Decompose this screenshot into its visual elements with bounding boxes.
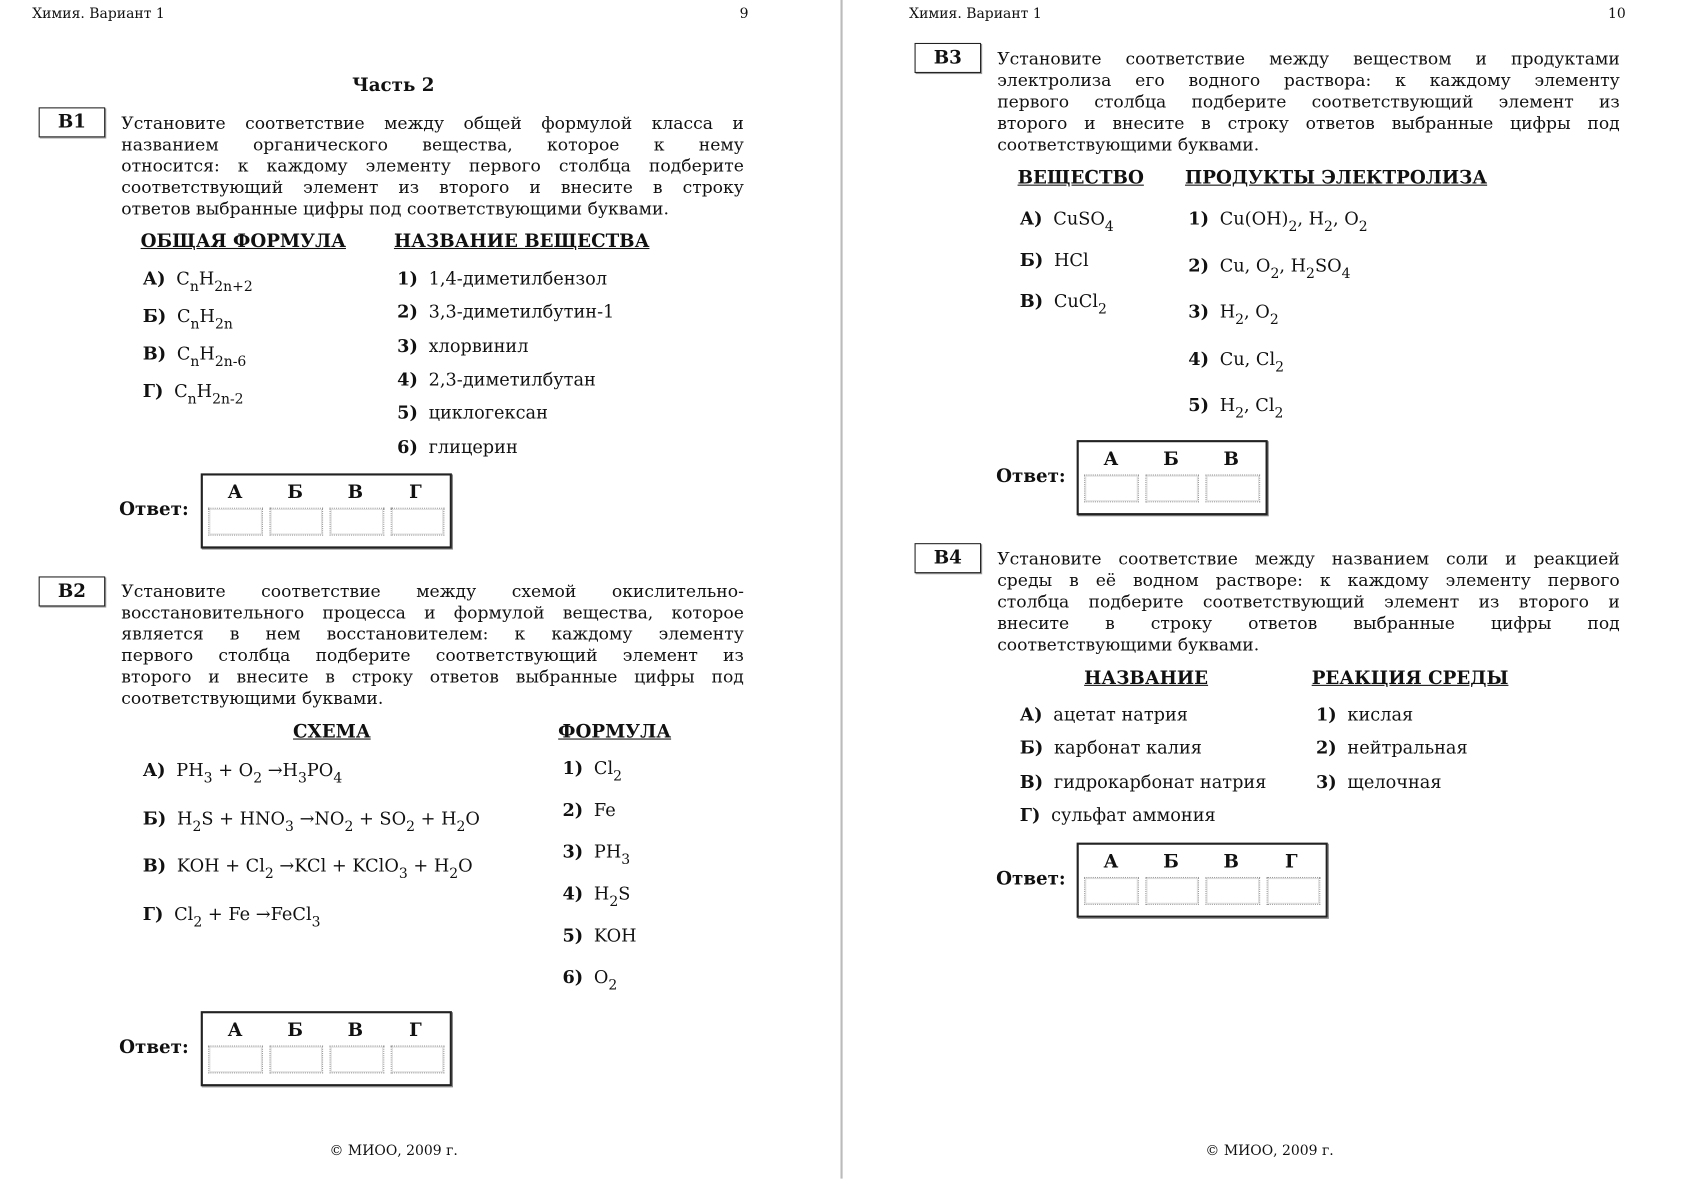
answer-letter: В — [347, 481, 364, 504]
answer-cells — [1079, 470, 1266, 502]
answer-table — [1077, 440, 1268, 515]
item-formula: Fe — [593, 799, 616, 821]
answer-cell-input[interactable] — [1084, 474, 1138, 502]
item-key: 2) — [1315, 737, 1337, 759]
right-column-item — [1316, 704, 1413, 724]
question-text — [997, 48, 1620, 155]
item-key: 5) — [1188, 395, 1209, 416]
answer-letter: А — [227, 1019, 243, 1042]
right-column-item — [1188, 348, 1285, 376]
page-divider — [840, 0, 842, 1179]
item-key: 4) — [397, 369, 418, 390]
right-column-item — [397, 369, 596, 389]
question-number-b3: B3 — [915, 43, 982, 73]
question-number-b2: B2 — [39, 576, 106, 606]
item-formula: кислая — [1347, 704, 1414, 725]
question-text-line: Установите соответствие между общей формулой класса и — [121, 112, 744, 134]
answer-cell-input[interactable] — [208, 508, 262, 536]
right-column-item — [1188, 208, 1368, 236]
part-title: Часть 2 — [352, 75, 435, 97]
page-footer: © МИОО, 2009 г. — [329, 1143, 458, 1160]
item-key: 3) — [397, 335, 418, 356]
left-column-item — [1020, 738, 1202, 758]
item-key: В) — [1019, 771, 1044, 792]
item-key: Б) — [142, 807, 167, 829]
answer-cell-input[interactable] — [269, 1045, 323, 1073]
answer-label: Ответ: — [996, 465, 1066, 488]
question-number-b1: B1 — [39, 107, 106, 137]
answer-cell-input[interactable] — [390, 1045, 444, 1073]
page-header: Химия. Вариант 1 — [32, 6, 165, 23]
answer-label: Ответ: — [996, 868, 1066, 890]
left-column-item — [1019, 290, 1107, 318]
item-key: 1) — [562, 757, 584, 779]
right-column-item — [397, 302, 614, 322]
column-1-heading: ОБЩАЯ ФОРМУЛА — [140, 230, 346, 253]
answer-cell-input[interactable] — [269, 508, 323, 536]
question-text-line: Установите соответствие между схемой окислительно- — [121, 580, 744, 602]
item-key: Б) — [1019, 737, 1044, 759]
item-formula: $C_nH_{2n}$ — [177, 305, 233, 333]
item-key: 3) — [562, 841, 584, 862]
item-formula: карбонат калия — [1053, 737, 1202, 759]
item-key: 2) — [562, 799, 584, 821]
item-formula: $H_2S$ — [593, 883, 631, 911]
item-formula: Cu, $Cl_2$ — [1219, 348, 1285, 376]
answer-letters — [1079, 845, 1326, 873]
left-column-item — [142, 759, 343, 787]
question-text-line: второго и внесите в строку ответов выбранные цифры под — [997, 112, 1620, 134]
answer-letter: Б — [1163, 448, 1179, 471]
right-column-item — [562, 841, 631, 869]
item-formula: $Cu(OH)_2$, $H_2$, $O_2$ — [1219, 208, 1368, 236]
item-key: 5) — [562, 925, 584, 946]
item-key: Г) — [1019, 804, 1041, 826]
question-text-line: первого столбца подберите соответствующий элемент из — [121, 645, 744, 666]
answer-cells — [1079, 873, 1326, 905]
item-key: Б) — [142, 305, 167, 327]
question-text — [997, 549, 1620, 656]
item-formula: $C_nH_{2n-6}$ — [176, 343, 247, 371]
question-text-line: соответствующими буквами. — [997, 134, 1260, 155]
item-formula: KOH + $Cl_2 \to KCl$ + KClO$_3$ + $H_2O$ — [176, 855, 473, 883]
left-column-item — [1020, 250, 1089, 270]
answer-letters — [203, 476, 450, 504]
left-column-item — [142, 807, 480, 835]
answer-cell-input[interactable] — [1084, 877, 1138, 905]
item-formula: 3,3-диметилбутин-1 — [428, 301, 615, 323]
item-key: 3) — [1188, 301, 1209, 323]
item-key: В) — [1019, 290, 1044, 312]
item-formula: HCl — [1053, 249, 1089, 270]
item-key: 1) — [1188, 208, 1209, 229]
answer-cell-input[interactable] — [330, 1045, 384, 1073]
page-number: 10 — [1607, 6, 1626, 23]
item-formula: 1,4-диметилбензол — [428, 268, 608, 289]
item-key: 4) — [562, 883, 584, 904]
question-text-line: второго и внесите в строку ответов выбранные цифры под — [121, 666, 744, 687]
answer-letter: В — [1223, 448, 1239, 471]
left-column-item — [142, 381, 244, 408]
item-formula: 2,3-диметилбутан — [428, 369, 596, 390]
item-formula: $Cl_2$ — [593, 757, 623, 785]
answer-letter: А — [1103, 448, 1119, 471]
answer-letter: Г — [409, 1019, 422, 1042]
left-column-item — [1019, 208, 1114, 236]
answer-label: Ответ: — [119, 499, 189, 521]
item-formula: CuSO$_4$ — [1053, 208, 1114, 236]
item-key: А) — [1019, 704, 1043, 725]
item-formula: Cu, $O_2$, $H_2SO_4$ — [1219, 254, 1351, 282]
column-1-heading: НАЗВАНИЕ — [1084, 667, 1209, 690]
answer-letter: Б — [1163, 851, 1179, 873]
right-column-item — [397, 436, 518, 456]
answer-cell-input[interactable] — [1145, 474, 1199, 502]
answer-letter: А — [227, 481, 243, 504]
item-formula: KOH — [593, 925, 637, 946]
answer-letter: А — [1103, 851, 1119, 873]
column-1-heading: СХЕМА — [293, 721, 371, 743]
item-formula: $PH_3$ — [593, 841, 631, 869]
right-column-item — [562, 757, 623, 785]
answer-letter: Г — [1284, 851, 1298, 873]
question-text-line: Установите соответствие между веществом и продуктами — [997, 48, 1620, 69]
item-formula: гидрокарбонат натрия — [1053, 771, 1267, 792]
item-formula: $C_nH_{2n+2}$ — [176, 268, 253, 296]
question-text-line: соответствующими буквами. — [997, 634, 1260, 655]
right-column-item — [1188, 254, 1351, 282]
column-2-heading: РЕАКЦИЯ СРЕДЫ — [1311, 667, 1509, 690]
item-key: 3) — [1315, 771, 1337, 792]
item-key: 5) — [397, 402, 418, 424]
item-formula: $H_2S + HNO_3 \to NO_2 + SO_2 + H_2O$ — [177, 807, 480, 835]
item-formula: глицерин — [428, 436, 518, 457]
item-key: Б) — [1019, 249, 1044, 270]
item-formula: циклогексан — [428, 402, 548, 424]
right-column-item — [562, 883, 631, 911]
item-key: А) — [142, 268, 166, 289]
answer-letters — [203, 1013, 450, 1041]
right-column-item — [397, 336, 528, 356]
left-column-item — [1020, 805, 1216, 825]
question-text-line: является в нем восстановителем: к каждому элементу — [121, 623, 744, 645]
item-formula: $O_2$ — [593, 967, 618, 994]
answer-cell-input[interactable] — [390, 508, 444, 536]
page-header: Химия. Вариант 1 — [909, 6, 1042, 23]
question-text-line: внесите в строку ответов выбранные цифры под — [997, 612, 1620, 634]
left-column-item — [142, 305, 233, 333]
question-number-b4: B4 — [915, 543, 982, 573]
answer-cell-input[interactable] — [1266, 877, 1320, 905]
page-footer: © МИОО, 2009 г. — [1205, 1143, 1334, 1160]
item-key: 1) — [397, 268, 418, 289]
item-key: 6) — [562, 967, 584, 988]
item-key: 2) — [1188, 254, 1209, 276]
answer-cell-input[interactable] — [208, 1045, 262, 1073]
item-formula: ацетат натрия — [1053, 704, 1188, 725]
item-key: Г) — [142, 381, 164, 402]
question-text-line: названием органического вещества, которое к нему — [121, 134, 744, 155]
answer-table — [201, 1011, 452, 1086]
column-1-heading: ВЕЩЕСТВО — [1017, 167, 1144, 189]
answer-cell-input[interactable] — [330, 508, 384, 536]
right-column-item — [562, 925, 636, 945]
item-key: А) — [142, 759, 166, 781]
left-column-item — [1020, 704, 1188, 724]
answer-letter: Б — [287, 481, 303, 504]
right-column-item — [397, 403, 548, 423]
question-text-line: соответствующий элемент из второго и внесите в строку — [121, 177, 744, 198]
right-column-item — [1316, 738, 1468, 758]
question-text-line: первого столбца подберите соответствующий элемент из — [997, 91, 1620, 112]
answer-cells — [203, 1041, 450, 1073]
item-formula: хлорвинил — [428, 335, 529, 356]
left-column-item — [142, 855, 473, 883]
right-column-item — [562, 800, 615, 820]
right-column-item — [1188, 301, 1279, 329]
right-column-item — [1188, 395, 1284, 422]
answer-letter: В — [347, 1019, 364, 1042]
column-2-heading: ФОРМУЛА — [558, 721, 672, 743]
answer-cells — [203, 503, 450, 535]
answer-table — [1077, 843, 1328, 918]
question-text-line: ответов выбранные цифры под соответствующими буквами. — [121, 198, 669, 219]
question-text-line: столбца подберите соответствующий элемент из второго и — [997, 591, 1620, 612]
item-key: 6) — [397, 436, 418, 457]
item-key: В) — [142, 343, 167, 364]
left-column-item — [142, 903, 321, 931]
item-formula: CuCl$_2$ — [1053, 290, 1107, 318]
question-text-line: восстановительного процесса и формулой вещества, которое — [121, 602, 744, 623]
answer-label: Ответ: — [119, 1036, 189, 1059]
answer-letter: В — [1223, 851, 1239, 873]
item-formula: $C_nH_{2n-2}$ — [174, 381, 244, 408]
item-formula: нейтральная — [1347, 737, 1468, 759]
item-formula: щелочная — [1347, 771, 1442, 792]
item-key: В) — [142, 855, 167, 876]
item-key: 1) — [1315, 704, 1337, 725]
answer-letter: Г — [409, 481, 422, 504]
item-formula: $Cl_2 + Fe$ →FeCl$_3$ — [174, 903, 321, 931]
question-text — [121, 581, 744, 710]
question-text-line: Установите соответствие между названием соли и реакцией — [997, 548, 1620, 569]
item-formula: $H_2$, $O_2$ — [1219, 301, 1279, 329]
page-number: 9 — [739, 6, 749, 23]
answer-table — [201, 473, 452, 548]
item-formula: $H_2$, $Cl_2$ — [1219, 395, 1284, 422]
answer-cell-input[interactable] — [1145, 877, 1199, 905]
left-column-item — [1020, 771, 1267, 791]
answer-cell-input[interactable] — [1205, 877, 1259, 905]
column-2-heading: ПРОДУКТЫ ЭЛЕКТРОЛИЗА — [1185, 167, 1488, 189]
item-key: Г) — [142, 903, 164, 924]
question-text-line: среды в её водном растворе: к каждому элементу первого — [997, 569, 1620, 591]
right-column-item — [562, 967, 618, 994]
right-column-item — [1316, 771, 1442, 791]
answer-cell-input[interactable] — [1206, 474, 1260, 502]
item-formula: сульфат аммония — [1051, 804, 1216, 826]
left-column-item — [142, 268, 253, 296]
question-text-line: соответствующими буквами. — [121, 688, 384, 709]
item-formula: $PH_3 + O_2 \to H_3PO_4$ — [176, 759, 343, 787]
question-text-line: относится: к каждому элементу первого столбца подберите — [121, 155, 744, 177]
item-key: 4) — [1188, 348, 1209, 369]
question-text-line: электролиза его водного раствора: к каждому элементу — [997, 69, 1620, 91]
left-column-item — [142, 343, 247, 371]
right-column-item — [397, 268, 607, 288]
answer-letters — [1079, 442, 1266, 470]
question-text — [121, 113, 744, 220]
item-key: А) — [1019, 208, 1043, 229]
item-key: 2) — [397, 301, 418, 323]
answer-letter: Б — [287, 1019, 303, 1042]
column-2-heading: НАЗВАНИЕ ВЕЩЕСТВА — [393, 230, 650, 253]
